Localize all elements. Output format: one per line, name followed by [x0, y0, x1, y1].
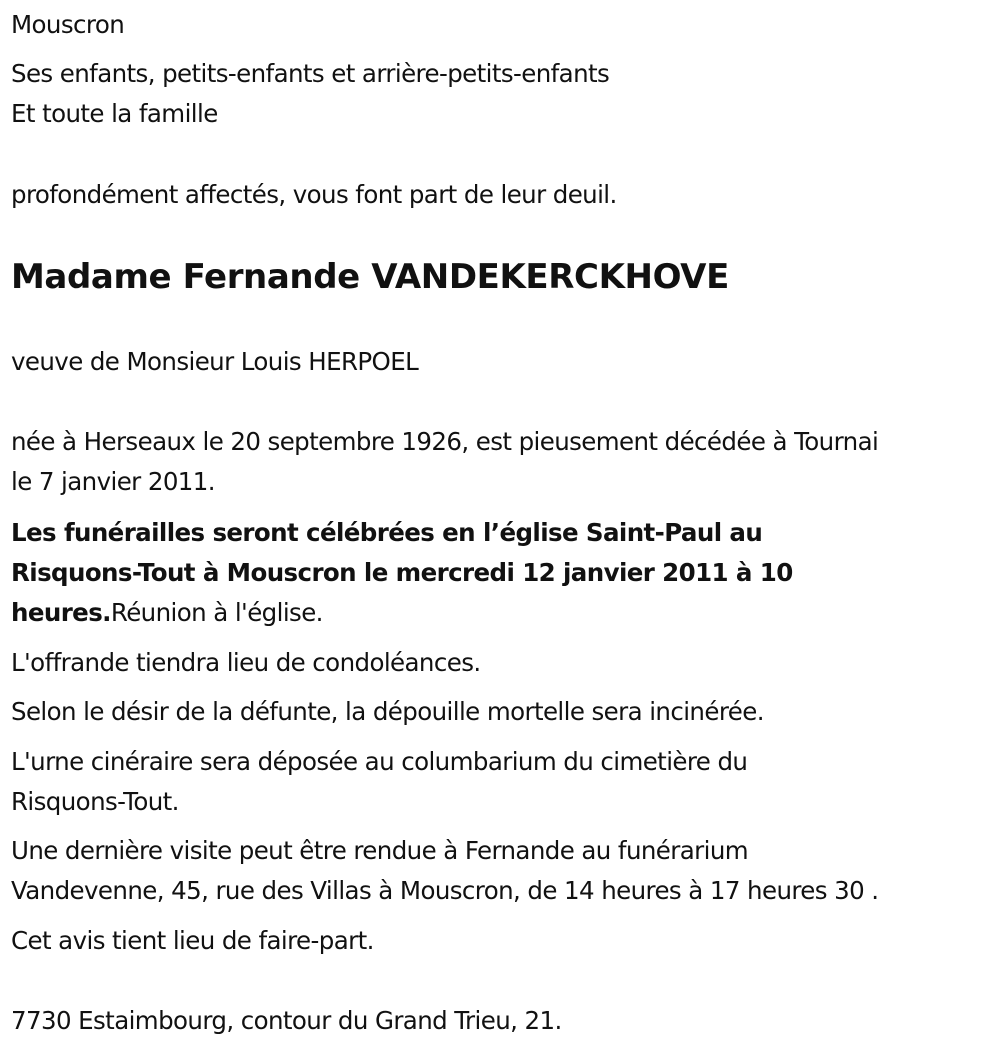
deceased-name: Madame Fernande VANDEKERCKHOVE — [11, 257, 729, 297]
affected-line: profondément affectés, vous font part de leur deuil. — [11, 180, 617, 209]
urn-line-2: Risquons-Tout. — [11, 787, 179, 816]
visit-line-1: Une dernière visite peut être rendue à Fernande au funérarium — [11, 836, 749, 865]
widow-of: veuve de Monsieur Louis HERPOEL — [11, 347, 419, 376]
funeral-line-2: Risquons-Tout à Mouscron le mercredi 12 janvier 2011 à 10 — [11, 558, 793, 587]
family-line-2: Et toute la famille — [11, 99, 218, 128]
birth-death-line-1: née à Herseaux le 20 septembre 1926, est pieusement décédée à Tournai — [11, 427, 879, 456]
visit-line-2: Vandevenne, 45, rue des Villas à Mouscron, de 14 heures à 17 heures 30 . — [11, 876, 879, 905]
funeral-time: heures. — [11, 598, 111, 627]
funeral-line-1: Les funérailles seront célébrées en l’église Saint-Paul au — [11, 518, 763, 547]
urn-line-1: L'urne cinéraire sera déposée au columbarium du cimetière du — [11, 747, 748, 776]
notice-line: Cet avis tient lieu de faire-part. — [11, 926, 374, 955]
city: Mouscron — [11, 10, 125, 39]
gathering: Réunion à l'église. — [110, 598, 323, 627]
funeral-line-3 — [11, 593, 323, 633]
offering-line: L'offrande tiendra lieu de condoléances. — [11, 648, 481, 677]
birth-death-line-2: le 7 janvier 2011. — [11, 467, 215, 496]
family-line-1: Ses enfants, petits-enfants et arrière-petits-enfants — [11, 59, 610, 88]
address-line: 7730 Estaimbourg, contour du Grand Trieu, 21. — [11, 1006, 562, 1035]
cremation-line: Selon le désir de la défunte, la dépouille mortelle sera incinérée. — [11, 697, 764, 726]
